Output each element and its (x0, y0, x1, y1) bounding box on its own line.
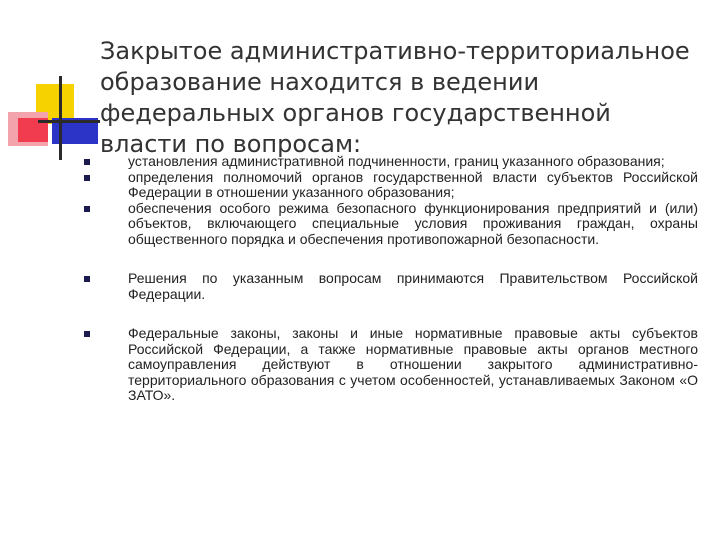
bullet-square-icon (84, 276, 90, 282)
bullet-square-icon (84, 159, 90, 165)
bullet-text: Решения по указанным вопросам принимаются Правительством Российской Федерации. (128, 270, 698, 302)
bullet-item (82, 170, 698, 201)
bullet-item (82, 326, 698, 404)
bullet-item (82, 154, 698, 170)
bullet-square-icon (84, 331, 90, 337)
logo-horizontal-line (38, 120, 100, 123)
bullet-square-icon (84, 175, 90, 181)
bullet-text: определения полномочий органов государственной власти субъектов Российской Федерации в отношении указанного образования; (128, 168, 698, 200)
slide-title: Закрытое административно-территориальное образование находится в ведении федеральных органов государственной власти по вопросам: (100, 37, 690, 158)
bullet-item (82, 201, 698, 248)
bullet-item (82, 271, 698, 302)
bullet-list (82, 154, 698, 404)
bullet-text: Федеральные законы, законы и иные нормативные правовые акты субъектов Российской Федерации, а также нормативные правовые акты органов местного самоуправления действуют в отношении закрытого административно-территориального образования с учетом особенностей, устанавливаемых Законом «О ЗАТО». (128, 325, 698, 403)
bullet-square-icon (84, 206, 90, 212)
bullet-text: обеспечения особого режима безопасного функционирования предприятий и (или) объектов, включающего специальные условия проживания граждан, охраны общественного порядка и обеспечения противопожарной безопасности. (128, 199, 698, 247)
bullet-text: установления административной подчиненности, границ указанного образования; (128, 153, 665, 169)
logo-vertical-line (59, 76, 62, 160)
